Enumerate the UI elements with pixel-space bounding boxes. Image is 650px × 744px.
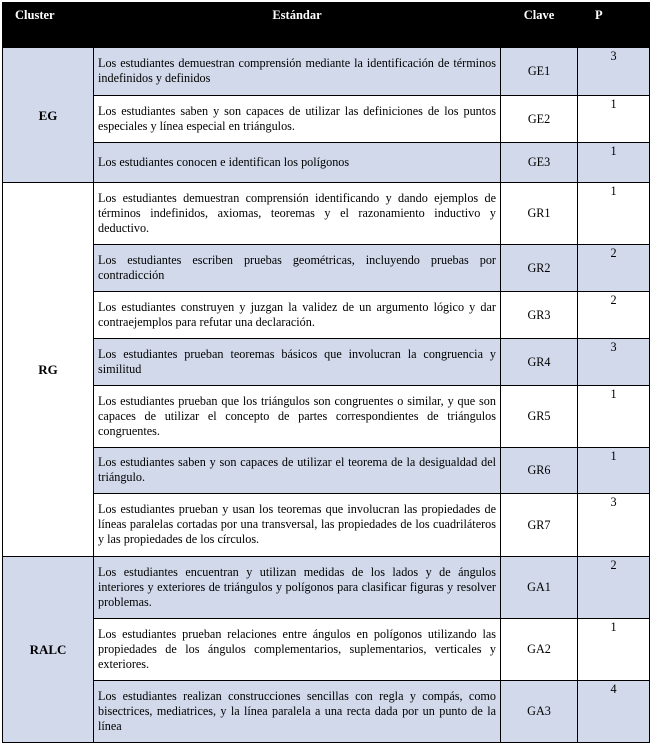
standard-text: Los estudiantes prueban que los triángulos son congruentes o similar, y que son capaces de utilizar el concepto de partes correspondientes de triángulos congruentes. <box>94 386 501 448</box>
standard-points: 3 <box>578 48 650 96</box>
standard-points: 3 <box>578 339 650 386</box>
standard-points: 2 <box>578 245 650 292</box>
standard-text: Los estudiantes encuentran y utilizan medidas de los lados y de ángulos interiores y exteriores de triángulos y polígonos para clasificar figuras y resolver problemas. <box>94 557 501 619</box>
standard-points: 1 <box>578 448 650 494</box>
standard-text: Los estudiantes saben y son capaces de utilizar el teorema de la desigualdad del triángulo. <box>94 448 501 494</box>
standard-text: Los estudiantes realizan construcciones sencillas con regla y compás, como bisectrices, mediatrices, y la línea paralela a una recta dada por un punto de la línea <box>94 681 501 743</box>
standard-points: 2 <box>578 292 650 339</box>
standard-points: 1 <box>578 143 650 183</box>
standard-key: GR2 <box>501 245 578 292</box>
standard-points: 1 <box>578 619 650 681</box>
standard-key: GE3 <box>501 143 578 183</box>
standard-text: Los estudiantes demuestran comprensión mediante la identificación de términos indefinidos y definidos <box>94 48 501 96</box>
standard-text: Los estudiantes conocen e identifican los polígonos <box>94 143 501 183</box>
standard-points: 1 <box>578 96 650 143</box>
table-row <box>3 292 650 339</box>
table-row <box>3 386 650 448</box>
standard-text: Los estudiantes prueban teoremas básicos que involucran la congruencia y similitud <box>94 339 501 386</box>
table-row <box>3 494 650 557</box>
standard-points: 4 <box>578 681 650 743</box>
cluster-cell: RG <box>3 183 94 557</box>
table-row <box>3 557 650 619</box>
standard-key: GR4 <box>501 339 578 386</box>
standard-points: 2 <box>578 557 650 619</box>
table-row <box>3 143 650 183</box>
table-row <box>3 96 650 143</box>
standard-text: Los estudiantes saben y son capaces de utilizar las definiciones de los puntos especiales y línea especial en triángulos. <box>94 96 501 143</box>
header-standard: Estándar <box>94 3 501 48</box>
table-row <box>3 681 650 743</box>
standard-key: GR7 <box>501 494 578 557</box>
table-row <box>3 48 650 96</box>
standard-key: GR5 <box>501 386 578 448</box>
standard-points: 1 <box>578 386 650 448</box>
standard-key: GA1 <box>501 557 578 619</box>
table-row <box>3 448 650 494</box>
table-row <box>3 183 650 245</box>
standard-key: GA2 <box>501 619 578 681</box>
table-row <box>3 245 650 292</box>
standard-key: GE2 <box>501 96 578 143</box>
standard-points: 1 <box>578 183 650 245</box>
standard-key: GR6 <box>501 448 578 494</box>
standard-key: GR3 <box>501 292 578 339</box>
cluster-cell: EG <box>3 48 94 183</box>
standard-text: Los estudiantes prueban relaciones entre ángulos en polígonos utilizando las propiedades de los ángulos complementarios, suplementarios, verticales y exteriores. <box>94 619 501 681</box>
standard-key: GA3 <box>501 681 578 743</box>
standard-text: Los estudiantes escriben pruebas geométricas, incluyendo pruebas por contradicción <box>94 245 501 292</box>
header-key: Clave <box>501 3 578 48</box>
standards-table <box>2 2 650 743</box>
header-row <box>3 3 650 48</box>
standard-key: GE1 <box>501 48 578 96</box>
header-cluster: Cluster <box>3 3 94 48</box>
standard-key: GR1 <box>501 183 578 245</box>
standard-points: 3 <box>578 494 650 557</box>
standard-text: Los estudiantes demuestran comprensión identificando y dando ejemplos de términos indefinidos, axiomas, teoremas y el razonamiento inductivo y deductivo. <box>94 183 501 245</box>
standard-text: Los estudiantes construyen y juzgan la validez de un argumento lógico y dar contraejemplos para refutar una declaración. <box>94 292 501 339</box>
table-row <box>3 339 650 386</box>
table-row <box>3 619 650 681</box>
header-points: P <box>578 3 650 48</box>
standard-text: Los estudiantes prueban y usan los teoremas que involucran las propiedades de líneas paralelas cortadas por una transversal, las propiedades de los cuadriláteros y las propiedades de los círculos. <box>94 494 501 557</box>
cluster-cell: RALC <box>3 557 94 743</box>
